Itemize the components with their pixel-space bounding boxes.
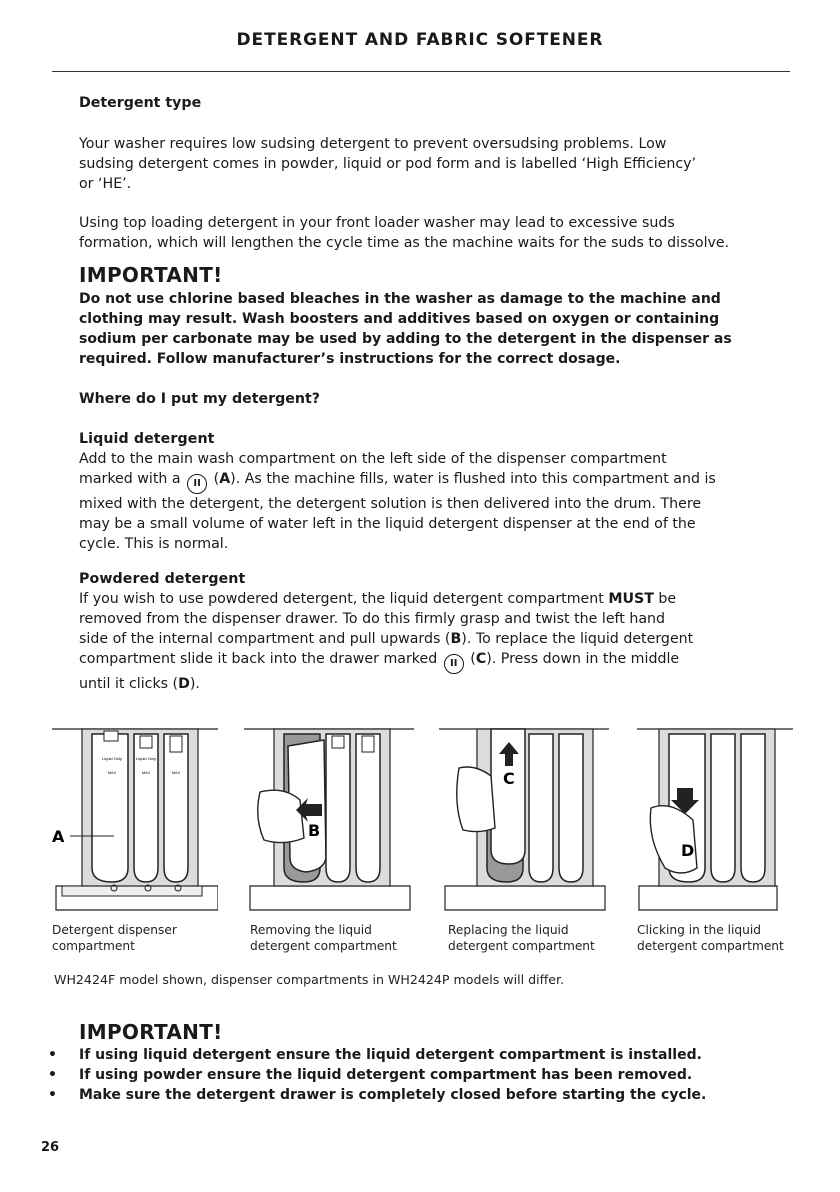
- callout-b: B: [308, 821, 321, 840]
- bullet-icon: •: [48, 1087, 57, 1103]
- bullet-icon: •: [48, 1047, 57, 1063]
- list-item: • Make sure the detergent drawer is completely closed before starting the cycle.: [48, 1087, 707, 1103]
- important-notice-1: [79, 263, 809, 369]
- page-title: DETERGENT AND FABRIC SOFTENER: [236, 30, 604, 50]
- list-item: • If using liquid detergent ensure the liquid detergent compartment is installed.: [48, 1047, 702, 1063]
- replacing-illustration: [439, 728, 609, 912]
- figure-dispenser-compartment: [52, 728, 218, 912]
- important-notice-2-heading: IMPORTANT!: [79, 1020, 223, 1044]
- main-wash-symbol-icon: II: [444, 654, 464, 674]
- figure-removing-compartment: [244, 728, 414, 912]
- callout-d: D: [681, 841, 695, 860]
- important-text: Do not use chlorine based bleaches in the washer as damage to the machine and clothing may result. Wash boosters and additives based on oxygen or containing sodium per carbonate may be used by adding to the detergent in the dispenser as required. Follow manufacturer’s instructions for the correct dosage.: [79, 291, 732, 367]
- main-wash-symbol-icon: II: [187, 474, 207, 494]
- page-number: 26: [41, 1140, 60, 1155]
- figure-caption: Replacing the liquid detergent compartment: [448, 923, 595, 953]
- clicking-illustration: [637, 728, 793, 912]
- bullet-icon: •: [48, 1067, 57, 1083]
- liquid-detergent-heading: Liquid detergent: [79, 431, 215, 447]
- detergent-type-paragraph-2: Using top loading detergent in your front loader washer may lead to excessive suds formation, which will lengthen the cycle time as the machine waits for the suds to dissolve.: [79, 215, 730, 251]
- figure-caption: Removing the liquid detergent compartment: [250, 923, 397, 953]
- model-note: WH2424F model shown, dispenser compartments in WH2424P models will differ.: [54, 972, 565, 987]
- figure-caption: Detergent dispenser compartment: [52, 923, 177, 953]
- removing-illustration: [244, 728, 414, 912]
- where-heading: Where do I put my detergent?: [79, 391, 321, 407]
- important-bullet-list: [48, 1045, 808, 1105]
- important-heading: IMPORTANT!: [79, 263, 223, 287]
- liquid-detergent-section: Liquid detergent Add to the main wash compartment on the left side of the dispenser compartment marked with a II (A). As the machine fills, water is flushed into this compartment and is mixed with the detergent, the detergent solution is then delivered into the drum. There may be a small volume of water left in the liquid detergent dispenser at the end of the cycle. This is normal.: [79, 429, 809, 554]
- svg-text:Liquid Only: Liquid Only: [135, 756, 157, 761]
- svg-text:MAX: MAX: [141, 771, 151, 775]
- svg-text:Liquid Only: Liquid Only: [101, 756, 123, 761]
- powdered-detergent-section: Powdered detergent If you wish to use powdered detergent, the liquid detergent compartment MUST be removed from the dispenser drawer. To do this firmly grasp and twist the left hand side of the internal compartment and pull upwards (B). To replace the liquid detergent compartment slide it back into the drawer marked II (C). Press down in the middle until it clicks (D).: [79, 569, 809, 694]
- title-divider: [52, 71, 790, 72]
- dispenser-illustration: [52, 728, 218, 912]
- figure-clicking-compartment: [637, 728, 793, 912]
- callout-a: A: [52, 827, 65, 846]
- svg-text:MAX: MAX: [171, 771, 181, 775]
- detergent-type-heading: Detergent type: [79, 95, 202, 111]
- detergent-type-paragraph-1: Your washer requires low sudsing detergent to prevent oversudsing problems. Low sudsing detergent comes in powder, liquid or pod form and is labelled ‘High Efficiency’ or ‘HE’.: [79, 136, 697, 192]
- svg-text:MAX: MAX: [107, 771, 117, 775]
- figure-caption: Clicking in the liquid detergent compartment: [637, 923, 784, 953]
- figure-replacing-compartment: [439, 728, 609, 912]
- powdered-detergent-heading: Powdered detergent: [79, 571, 246, 587]
- callout-c: C: [503, 769, 515, 788]
- list-item: • If using powder ensure the liquid detergent compartment has been removed.: [48, 1067, 693, 1083]
